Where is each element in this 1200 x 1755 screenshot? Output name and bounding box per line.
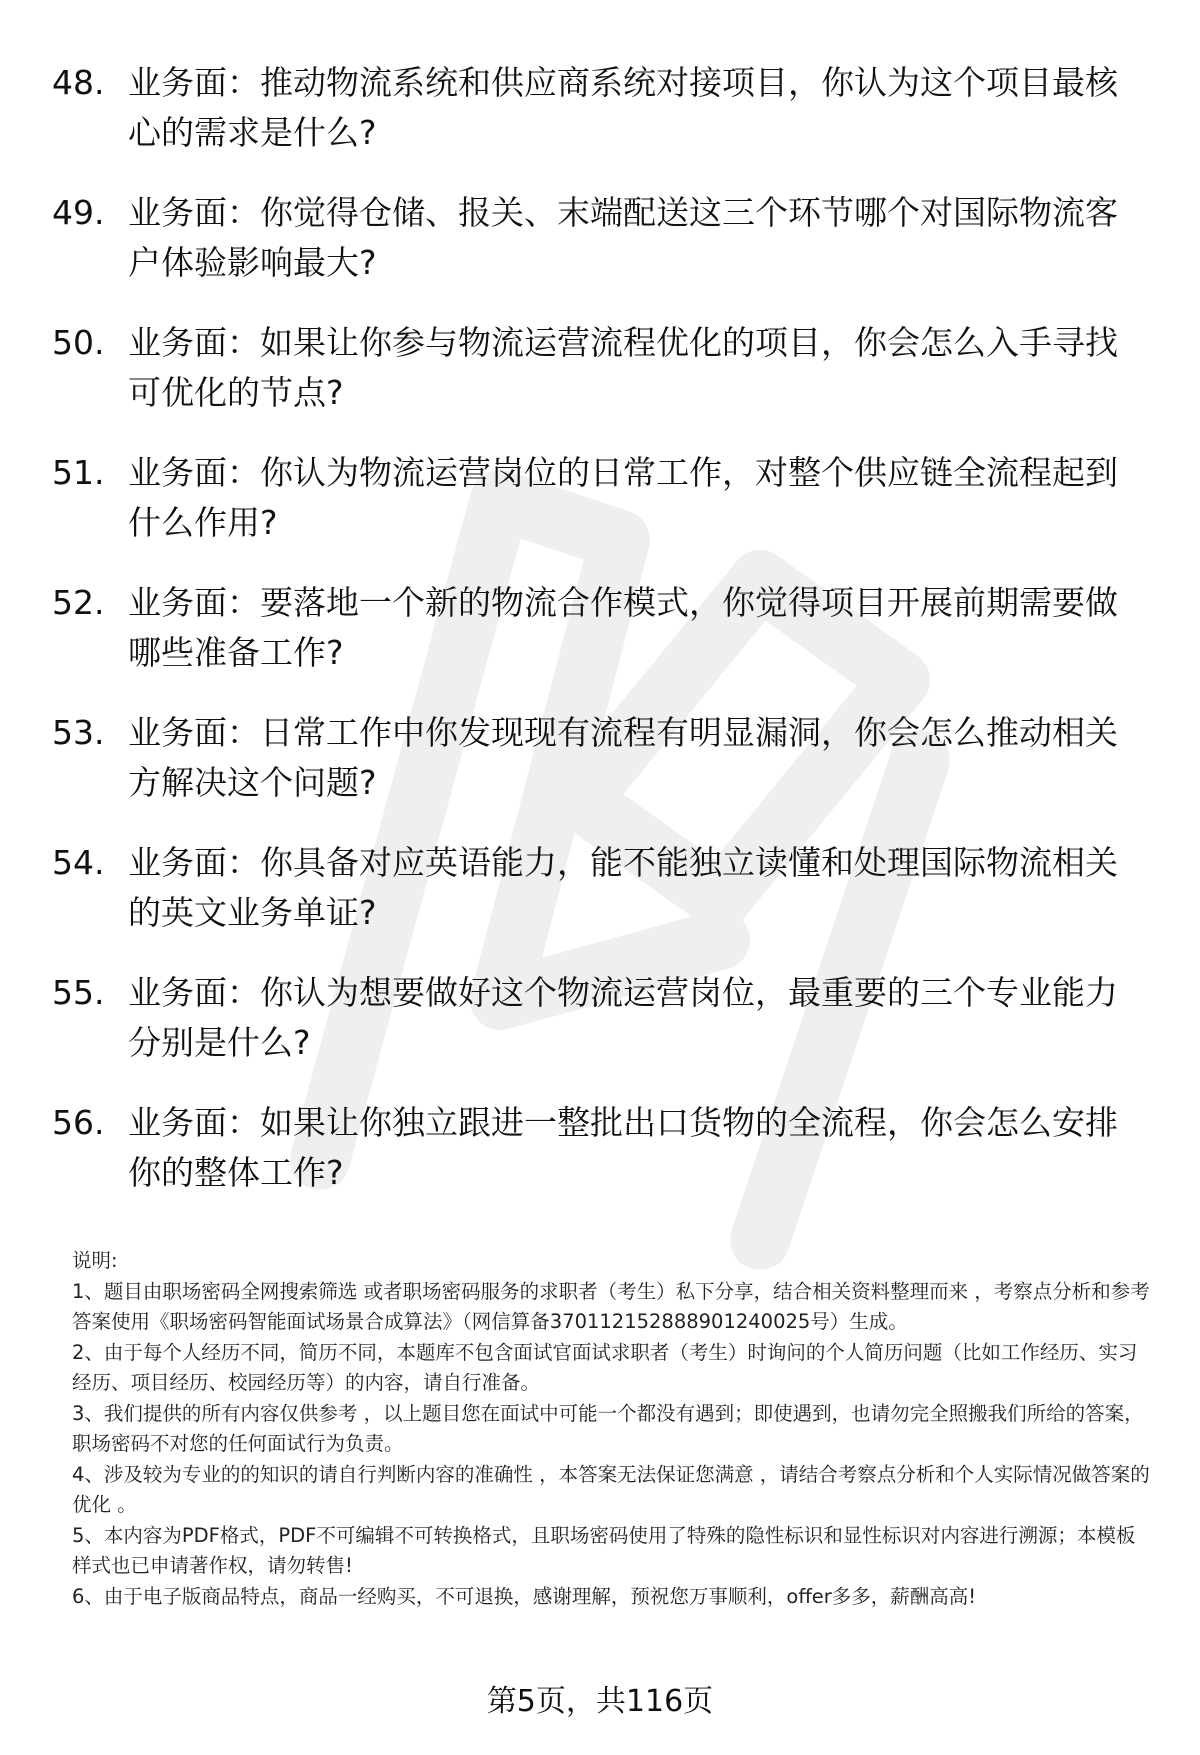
question-number: 48. [52,63,105,102]
question-number: 55. [52,973,105,1012]
question-text: 业务面：如果让你参与物流运营流程优化的项目，你会怎么入手寻找可优化的节点? [128,323,1118,412]
question-number: 50. [52,323,105,362]
question-list [0,58,1200,1228]
question-text: 业务面：要落地一个新的物流合作模式，你觉得项目开展前期需要做哪些准备工作? [128,583,1118,672]
question-number: 54. [52,843,105,882]
note-item: 3、我们提供的所有内容仅供参考 ，以上题目您在面试中可能一个都没有遇到；即使遇到，也请勿完全照搬我们所给的答案，职场密码不对您的任何面试行为负责。 [72,1401,1144,1455]
question-text: 业务面：你觉得仓储、报关、末端配送这三个环节哪个对国际物流客户体验影响最大? [128,193,1118,282]
question-text: 业务面：如果让你独立跟进一整批出口货物的全流程，你会怎么安排你的整体工作? [128,1103,1118,1192]
question-item [0,448,1200,578]
question-item [0,1098,1200,1228]
question-text: 业务面：你具备对应英语能力，能不能独立读懂和处理国际物流相关的英文业务单证? [128,843,1118,932]
question-item [0,968,1200,1098]
question-text: 业务面：你认为物流运营岗位的日常工作，对整个供应链全流程起到什么作用? [128,453,1118,542]
question-number: 51. [52,453,105,492]
question-number: 56. [52,1103,105,1142]
notes-heading: 说明: [72,1249,118,1272]
question-item [0,708,1200,838]
note-item: 5、本内容为PDF格式，PDF不可编辑不可转换格式，且职场密码使用了特殊的隐性标识和显性标识对内容进行溯源；本模板样式也已申请著作权，请勿转售! [72,1523,1136,1577]
notes-section [72,1246,1152,1612]
note-item: 6、由于电子版商品特点，商品一经购买，不可退换，感谢理解，预祝您万事顺利，offer多多，薪酬高高! [72,1584,977,1608]
question-item [0,188,1200,318]
question-text: 业务面：你认为想要做好这个物流运营岗位，最重要的三个专业能力分别是什么? [128,973,1118,1062]
note-item: 1、题目由职场密码全网搜索筛选 或者职场密码服务的求职者（考生）私下分享，结合相关资料整理而来 ，考察点分析和参考答案使用《职场密码智能面试场景合成算法》（网信算备370112152888901240025号）生成。 [72,1279,1150,1333]
question-number: 49. [52,193,105,232]
question-item [0,318,1200,448]
question-text: 业务面：日常工作中你发现现有流程有明显漏洞，你会怎么推动相关方解决这个问题? [128,713,1118,802]
note-item: 2、由于每个人经历不同，简历不同，本题库不包含面试官面试求职者（考生）时询问的个人简历问题（比如工作经历、实习经历、项目经历、校园经历等）的内容，请自行准备。 [72,1340,1138,1394]
note-item: 4、涉及较为专业的的知识的请自行判断内容的准确性 ，本答案无法保证您满意 ，请结合考察点分析和个人实际情况做答案的优化 。 [72,1462,1150,1516]
question-number: 53. [52,713,105,752]
question-item [0,838,1200,968]
question-text: 业务面：推动物流系统和供应商系统对接项目，你认为这个项目最核心的需求是什么? [128,63,1118,152]
page-number: 第5页，共116页 [486,1684,714,1719]
question-item [0,578,1200,708]
question-item [0,58,1200,188]
question-number: 52. [52,583,105,622]
